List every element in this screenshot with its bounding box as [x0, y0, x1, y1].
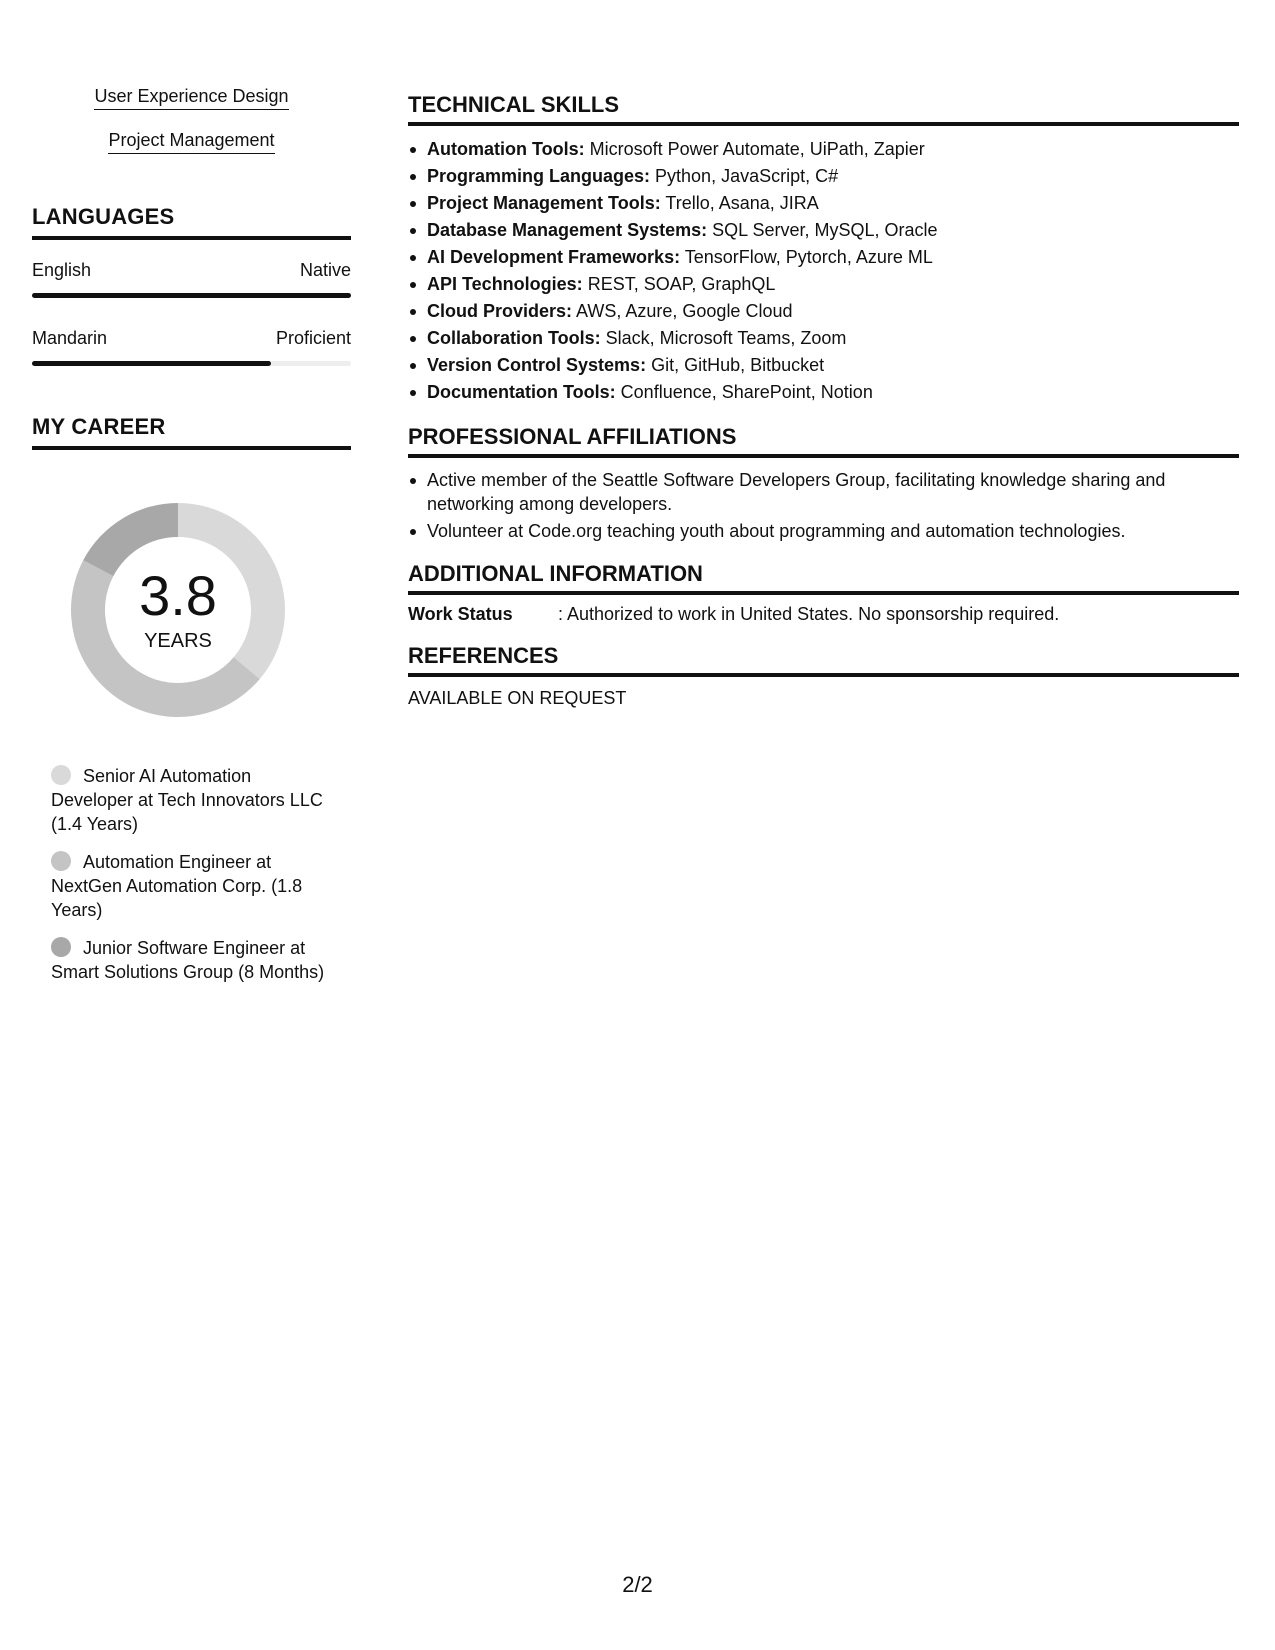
technical-skills-heading: TECHNICAL SKILLS [408, 92, 1239, 126]
skill-category: Version Control Systems: [427, 355, 647, 375]
skill-category: Collaboration Tools: [427, 328, 601, 348]
career-donut-center [58, 490, 298, 730]
skill-values: TensorFlow, Pytorch, Azure ML [680, 247, 933, 267]
skill-values: Git, GitHub, Bitbucket [646, 355, 825, 375]
language-level: Proficient [275, 328, 351, 348]
skill-category: Programming Languages: [427, 166, 651, 186]
career-heading: MY CAREER [32, 414, 351, 450]
career-item-text: Automation Engineer at NextGen Automation Corp. (1.8 Years) [51, 852, 303, 920]
technical-skill-item [408, 136, 1239, 163]
references-value: AVAILABLE ON REQUEST [408, 688, 627, 708]
affiliations-heading: PROFESSIONAL AFFILIATIONS [408, 424, 1239, 458]
right-column [408, 92, 1239, 709]
career-legend-item [51, 764, 331, 836]
references-heading: REFERENCES [408, 643, 1239, 677]
skill-values: SQL Server, MySQL, Oracle [707, 220, 938, 240]
skill-tag-label: User Experience Design [94, 86, 288, 110]
language-proficiency-bar [32, 293, 351, 298]
skill-category: Automation Tools: [427, 139, 585, 159]
skill-category: Cloud Providers: [427, 301, 573, 321]
skill-category: API Technologies: [427, 274, 583, 294]
language-proficiency-bar [32, 361, 351, 366]
career-total-value: 3.8 [139, 563, 217, 627]
skill-category: Documentation Tools: [427, 382, 616, 402]
technical-skill-item [408, 271, 1239, 298]
legend-dot-icon [51, 765, 71, 785]
work-status-label: Work Status [408, 604, 513, 624]
career-legend-item [51, 850, 331, 922]
language-item-mandarin [32, 328, 351, 366]
references-section [408, 643, 1239, 709]
career-total-unit: YEARS [144, 629, 212, 652]
career-item-text: Junior Software Engineer at Smart Solutions Group (8 Months) [51, 938, 325, 982]
affiliations-section [408, 424, 1239, 543]
career-legend-item [51, 936, 331, 984]
affiliations-list [408, 468, 1239, 543]
technical-skill-item [408, 379, 1239, 406]
technical-skill-item [408, 244, 1239, 271]
career-legend [51, 764, 331, 984]
affiliation-item: Volunteer at Code.org teaching youth about programming and automation technologies. [408, 519, 1239, 543]
career-item-text: Senior AI Automation Developer at Tech Innovators LLC (1.4 Years) [51, 766, 323, 834]
technical-skills-list [408, 136, 1239, 406]
additional-info-heading: ADDITIONAL INFORMATION [408, 561, 1239, 595]
skill-category: Project Management Tools: [427, 193, 661, 213]
technical-skill-item [408, 163, 1239, 190]
skill-values: Python, JavaScript, C# [650, 166, 839, 186]
technical-skill-item [408, 217, 1239, 244]
language-name: English [32, 260, 92, 280]
skill-tag [32, 86, 351, 110]
affiliation-item: Active member of the Seattle Software Developers Group, facilitating knowledge sharing and networking among developers. [408, 468, 1239, 516]
skill-tag-label: Project Management [108, 130, 274, 154]
technical-skill-item [408, 190, 1239, 217]
language-level: Native [299, 260, 351, 280]
technical-skill-item [408, 352, 1239, 379]
legend-dot-icon [51, 851, 71, 871]
skill-category: AI Development Frameworks: [427, 247, 681, 267]
technical-skill-item [408, 298, 1239, 325]
work-status-value: : Authorized to work in United States. No sponsorship required. [558, 604, 1060, 624]
language-name: Mandarin [32, 328, 108, 348]
skill-values: AWS, Azure, Google Cloud [572, 301, 793, 321]
page-number: 2/2 [622, 1572, 653, 1597]
skill-values: Trello, Asana, JIRA [660, 193, 819, 213]
skill-values: Microsoft Power Automate, UiPath, Zapier [584, 139, 925, 159]
additional-info-section [408, 561, 1239, 625]
language-item-english [32, 260, 351, 298]
skill-values: Slack, Microsoft Teams, Zoom [600, 328, 847, 348]
technical-skill-item [408, 325, 1239, 352]
languages-heading: LANGUAGES [32, 204, 351, 240]
skill-values: Confluence, SharePoint, Notion [615, 382, 873, 402]
work-status-row [408, 604, 1239, 625]
skill-values: REST, SOAP, GraphQL [582, 274, 776, 294]
career-donut-chart [58, 490, 298, 730]
language-proficiency-fill [32, 361, 271, 366]
skill-category: Database Management Systems: [427, 220, 708, 240]
language-proficiency-fill [32, 293, 351, 298]
left-column [32, 86, 351, 998]
legend-dot-icon [51, 937, 71, 957]
skill-tag [32, 130, 351, 154]
